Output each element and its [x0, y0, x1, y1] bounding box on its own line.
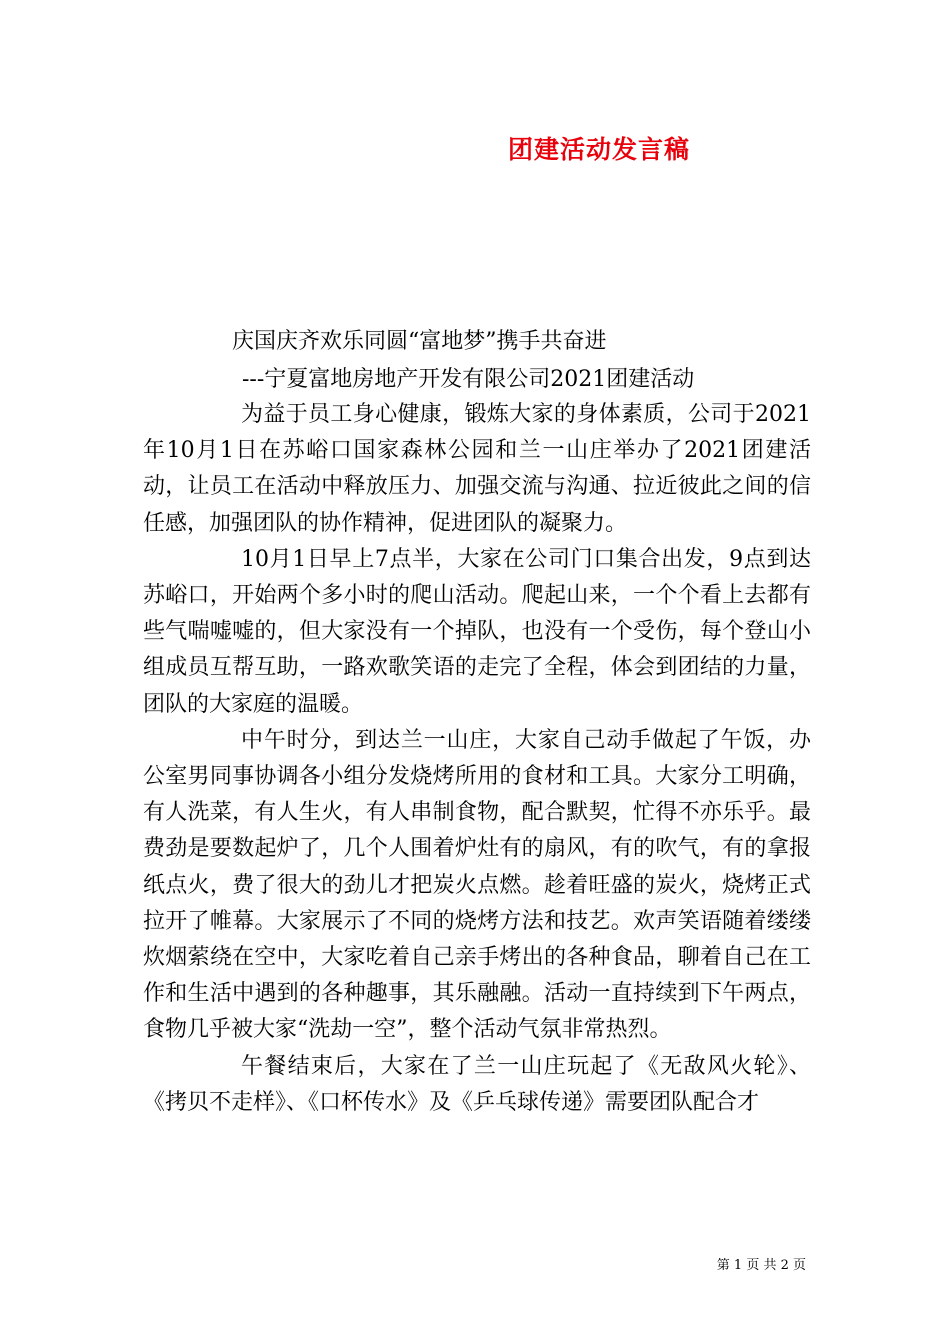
paragraph-4: 午餐结束后，大家在了兰一山庄玩起了《无敌风火轮》、《拷贝不走样》、《口杯传水》及《乒乓球传递》需要团队配合才: [143, 1053, 811, 1115]
subtitle-company: ---宁夏富地房地产开发有限公司2021团建活动: [242, 367, 695, 392]
document-title: 团建活动发言稿: [507, 135, 690, 164]
paragraph-2: 10月1日早上7点半，大家在公司门口集合出发，9点到达苏峪口，开始两个多小时的爬山活动。爬起山来，一个个看上去都有些气喘嘘嘘的，但大家没有一个掉队，也没有一个受伤，每个登山小组成员互帮互助，一路欢歌笑语的走完了全程，体会到团结的力量，团队的大家庭的温暖。: [143, 546, 811, 717]
page-number-footer: 第 1 页 共 2 页: [716, 1258, 806, 1273]
document-body: [143, 397, 811, 1121]
paragraph-3: 中午时分，到达兰一山庄，大家自己动手做起了午饭，办公室男同事协调各小组分发烧烤所用的食材和工具。大家分工明确，有人洗菜，有人生火，有人串制食物，配合默契，忙得不亦乐乎。最费劲是要数起炉了，几个人围着炉灶有的扇风，有的吹气，有的拿报纸点火，费了很大的劲儿才把炭火点燃。趁着旺盛的炭火，烧烤正式拉开了帷幕。大家展示了不同的烧烤方法和技艺。欢声笑语随着缕缕炊烟萦绕在空中，大家吃着自己亲手烤出的各种食品，聊着自己在工作和生活中遇到的各种趣事，其乐融融。活动一直持续到下午两点，食物几乎被大家“洗劫一空”，整个活动气氛非常热烈。: [143, 727, 811, 1043]
paragraph-1: 为益于员工身心健康，锻炼大家的身体素质，公司于2021年10月1日在苏峪口国家森林公园和兰一山庄举办了2021团建活动，让员工在活动中释放压力、加强交流与沟通、拉近彼此之间的信任感，加强团队的协作精神，促进团队的凝聚力。: [143, 402, 811, 536]
subtitle-slogan: 庆国庆齐欢乐同圆“富地梦”携手共奋进: [232, 329, 607, 354]
